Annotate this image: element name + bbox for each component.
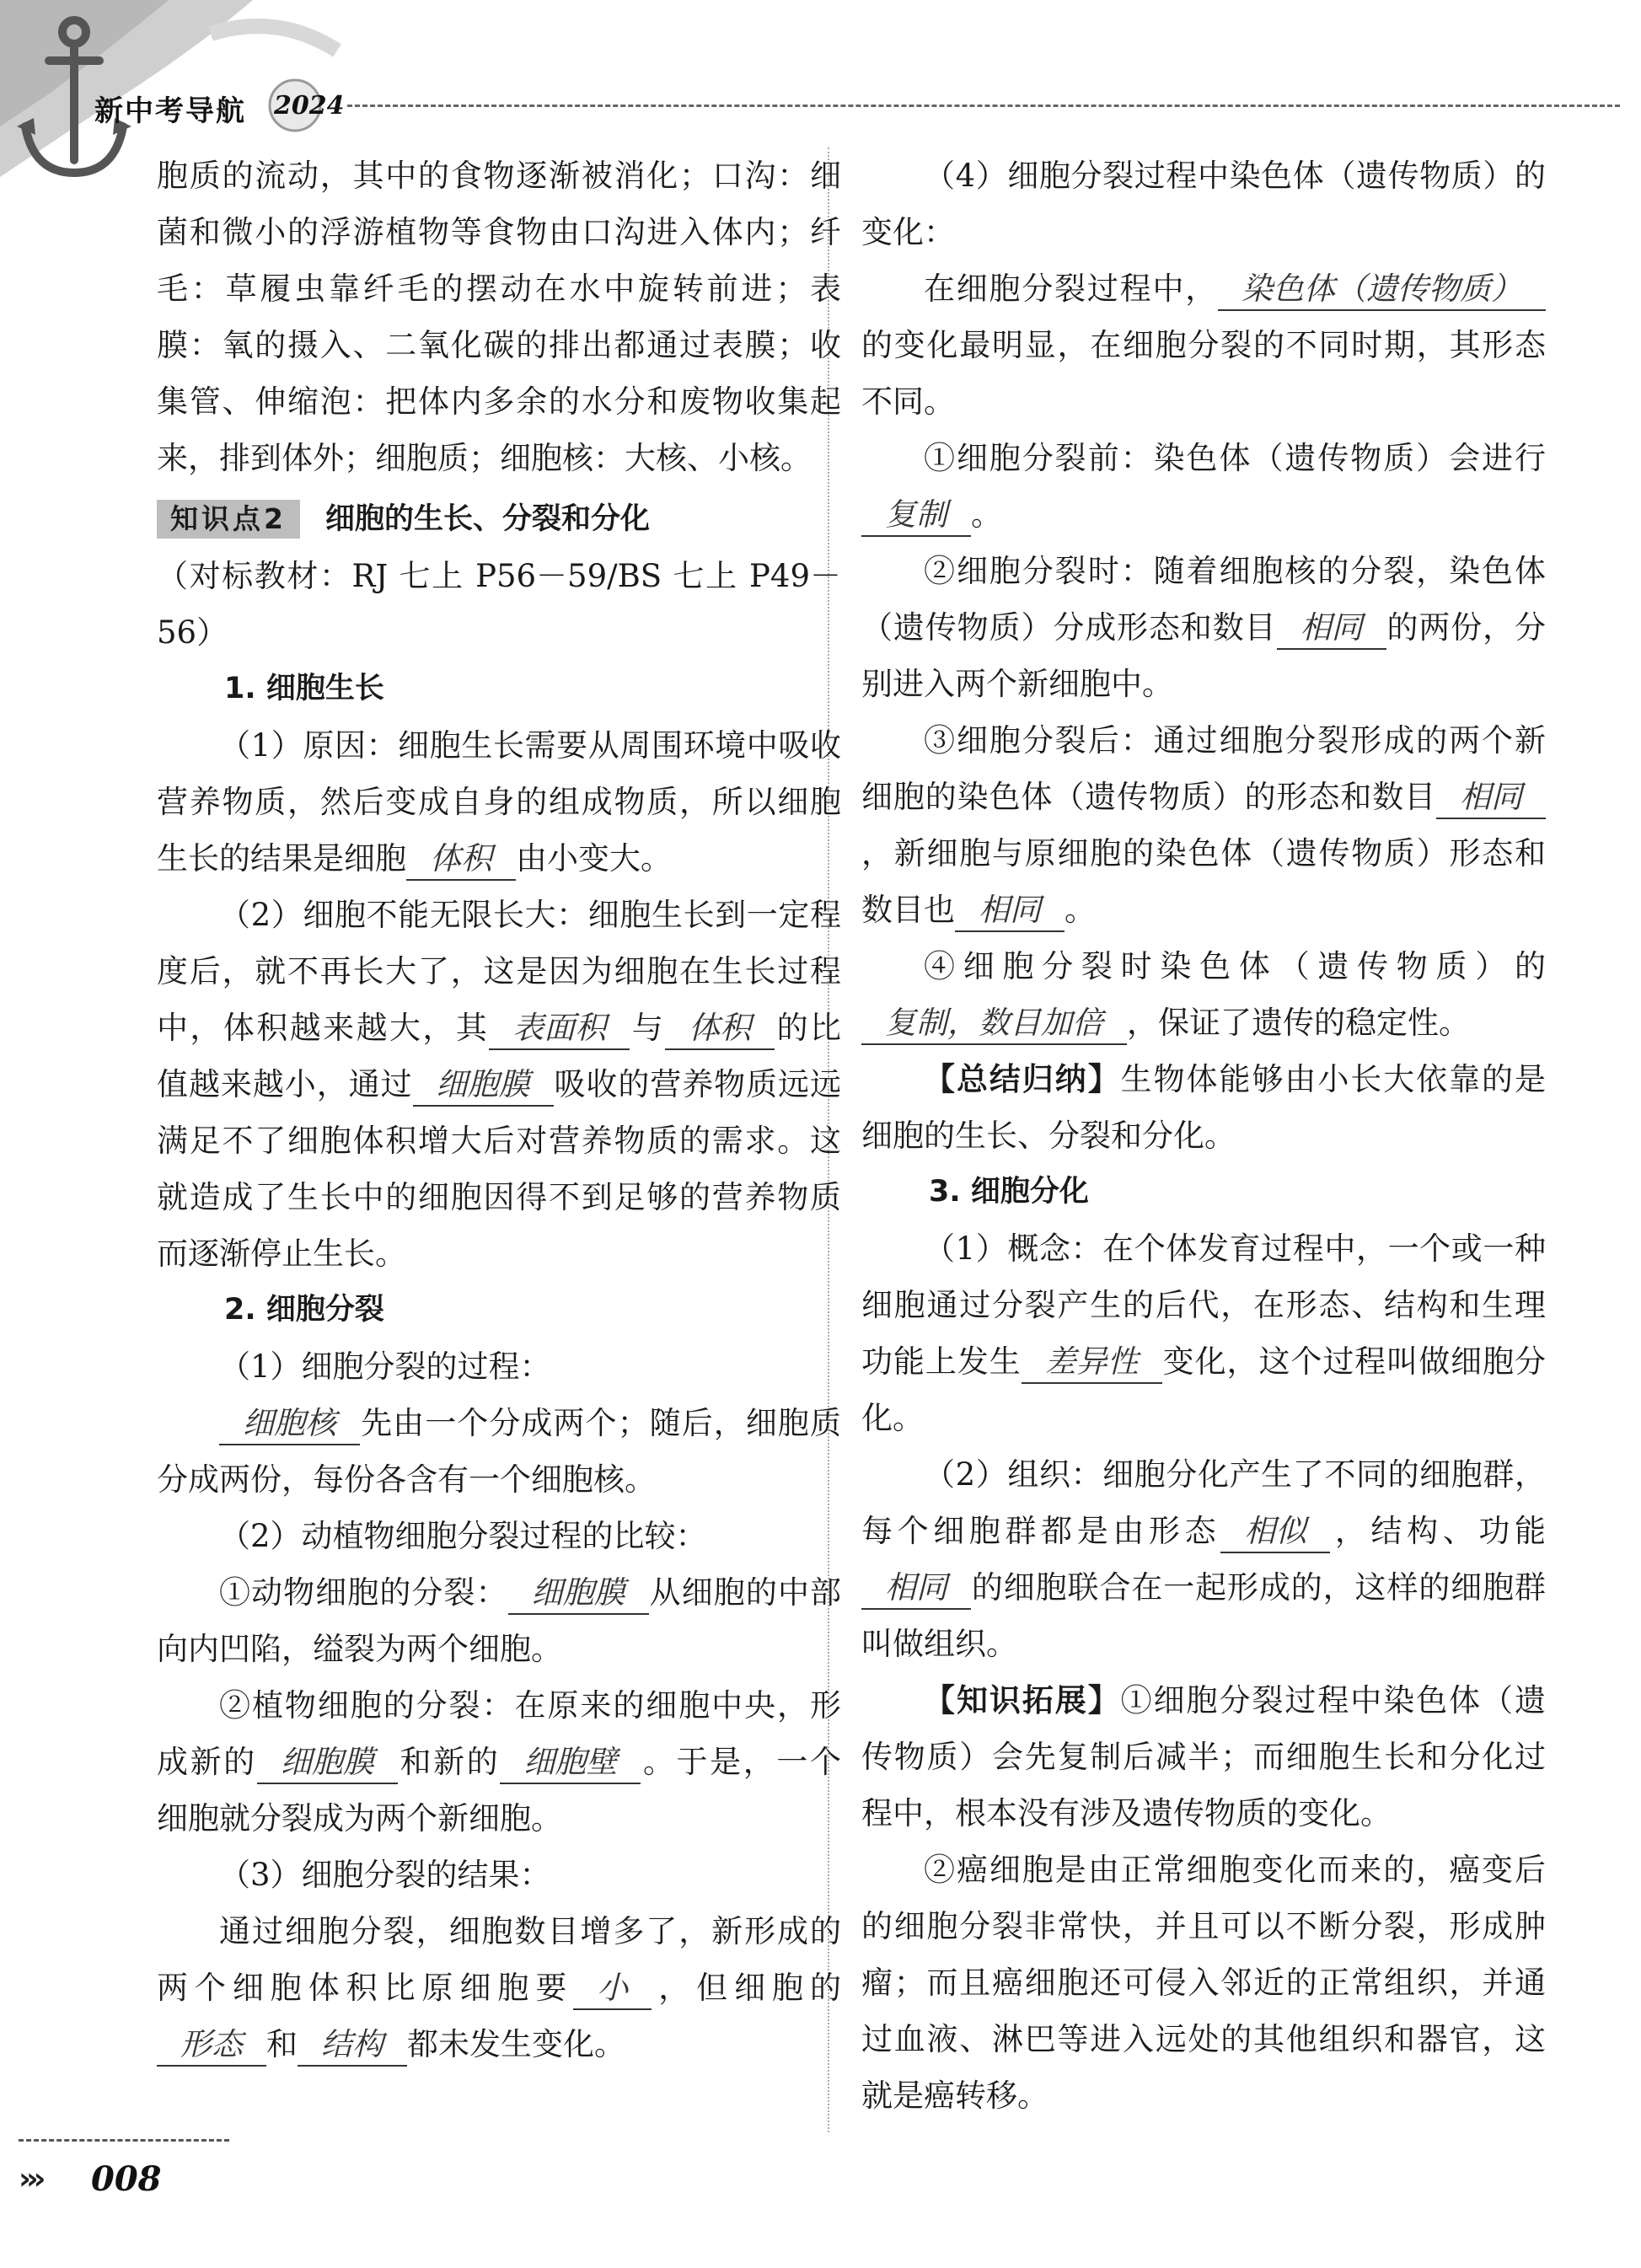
answer-blank: 差异性	[1022, 1342, 1162, 1384]
section-title-differentiation: 3. 细胞分化	[929, 1175, 1089, 1209]
footer-divider	[19, 2139, 229, 2142]
knowledge-point-tag: 知识点2	[157, 500, 300, 539]
answer-blank: 表面积	[489, 1008, 630, 1050]
answer-blank: 相同	[861, 1568, 971, 1610]
answer-blank: 相同	[1436, 777, 1546, 819]
answer-blank: 复制，数目加倍	[861, 1003, 1127, 1045]
page-number: 008	[91, 2159, 162, 2199]
paragraph-division-process-title: （1）细胞分裂的过程：	[219, 1348, 551, 1385]
answer-blank: 细胞壁	[500, 1742, 641, 1784]
section-title-division: 2. 细胞分裂	[224, 1293, 384, 1327]
answer-blank: 复制	[861, 495, 971, 537]
paragraph-stability: ④细胞分裂时染色体（遗传物质）的复制，数目加倍 ，保证了遗传的稳定性。	[861, 938, 1546, 1051]
textbook-reference: （对标教材：RJ 七上 P56－59/BS 七上 P49－56）	[157, 558, 841, 651]
answer-blank: 相同	[1277, 608, 1386, 650]
knowledge-point-title: 细胞的生长、分裂和分化	[324, 502, 650, 536]
paragraph-division-result-title: （3）细胞分裂的结果：	[219, 1857, 551, 1893]
paragraph-tissue: （2）组织：细胞分化产生了不同的细胞群，每个细胞群都是由形态 相似 ，结构、功能相同 的细胞联合在一起形成的，这样的细胞群叫做组织。	[861, 1456, 1546, 1662]
answer-blank: 相同	[955, 890, 1065, 932]
answer-blank: 结构	[298, 2024, 407, 2067]
paragraph-after-division: ③细胞分裂后：通过细胞分裂形成的两个新细胞的染色体（遗传物质）的形态和数目 相同，新细胞与原细胞的染色体（遗传物质）形态和数目也 相同 。	[861, 712, 1546, 938]
paragraph-division-compare-title: （2）动植物细胞分裂过程的比较：	[219, 1518, 707, 1554]
paragraph-animal-division: ①动物细胞的分裂： 细胞膜 从细胞的中部向内凹陷，缢裂为两个细胞。	[157, 1574, 842, 1667]
answer-blank: 体积	[665, 1008, 775, 1050]
series-title: 新中考导航	[94, 94, 246, 128]
paragraph-chromosome-change: 在细胞分裂过程中， 染色体（遗传物质）的变化最明显，在细胞分裂的不同时期，其形态不同。	[861, 271, 1546, 420]
paragraph-division-process: 细胞核 先由一个分成两个；随后，细胞质分成两份，每份各含有一个细胞核。	[157, 1405, 841, 1498]
answer-blank: 染色体（遗传物质）	[1218, 269, 1546, 311]
arrows-icon: ›››	[19, 2162, 41, 2196]
paragraph-growth-limit: （2）细胞不能无限长大：细胞生长到一定程度后，就不再长大了，这是因为细胞在生长过程中，体积越来越大，其 表面积 与 体积 的比值越来越小，通过 细胞膜 吸收的营养物质远远满足不了细胞体积增大后对营养物质的需求。这就造成了生长中的细胞因得不到足够的营养物质而逐渐停止生长。	[157, 897, 842, 1272]
left-column	[157, 147, 841, 2072]
answer-blank: 相似	[1220, 1511, 1330, 1553]
summary-box: 【总结归纳】生物体能够由小长大依靠的是细胞的生长、分裂和分化。	[861, 1061, 1547, 1154]
paragraph-during-division: ②细胞分裂时：随着细胞核的分裂，染色体（遗传物质）分成形态和数目 相同 的两份，分别进入两个新细胞中。	[861, 553, 1547, 702]
paragraph-cancer: ②癌细胞是由正常细胞变化而来的，癌变后的细胞分裂非常快，并且可以不断分裂，形成肿瘤；而且癌细胞还可侵入邻近的正常组织，并通过血液、淋巴等进入远处的其他组织和器官，这就是癌转移。	[861, 1852, 1546, 2114]
answer-blank: 细胞膜	[413, 1064, 554, 1107]
section-title-growth: 1. 细胞生长	[224, 672, 384, 705]
paragraph-plant-division: ②植物细胞的分裂：在原来的细胞中央，形成新的 细胞膜 和新的 细胞壁 。于是，一个细胞就分裂成为两个新细胞。	[157, 1687, 842, 1836]
knowledge-point-heading	[157, 490, 841, 548]
right-column	[861, 147, 1546, 2124]
header-divider	[347, 105, 1620, 107]
paragraph-division-result: 通过细胞分裂，细胞数目增多了，新形成的两个细胞体积比原细胞要 小 ，但细胞的形态 和 结构 都未发生变化。	[157, 1903, 841, 2072]
answer-blank: 小	[573, 1968, 652, 2010]
summary-label: 【总结归纳】	[924, 1061, 1121, 1097]
intro-paragraph: 胞质的流动，其中的食物逐渐被消化；口沟：细菌和微小的浮游植物等食物由口沟进入体内；纤毛：草履虫靠纤毛的摆动在水中旋转前进；表膜：氧的摄入、二氧化碳的排出都通过表膜；收集管、伸缩泡：把体内多余的水分和废物收集起来，排到体外；细胞质；细胞核：大核、小核。	[157, 158, 841, 476]
paragraph-before-division: ①细胞分裂前：染色体（遗传物质）会进行复制 。	[861, 430, 1546, 543]
answer-blank: 形态	[157, 2024, 266, 2067]
extension-label: 【知识拓展】	[924, 1682, 1121, 1718]
paragraph-growth-cause: （1）原因：细胞生长需要从周围环境中吸收营养物质，然后变成自身的组成物质，所以细胞生长的结果是细胞 体积 由小变大。	[157, 717, 841, 887]
answer-blank: 细胞核	[219, 1403, 360, 1445]
answer-blank: 细胞膜	[508, 1573, 649, 1615]
answer-blank: 体积	[406, 839, 516, 881]
paragraph-chromosome-title: （4）细胞分裂过程中染色体（遗传物质）的变化：	[861, 158, 1546, 250]
paragraph-differentiation-concept: （1）概念：在个体发育过程中，一个或一种细胞通过分裂产生的后代，在形态、结构和生理功能上发生 差异性 变化，这个过程叫做细胞分化。	[861, 1231, 1547, 1436]
knowledge-extension: 【知识拓展】①细胞分裂过程中染色体（遗传物质）会先复制后减半；而细胞生长和分化过程中，根本没有涉及遗传物质的变化。	[861, 1682, 1547, 1831]
series-year: 2024	[274, 91, 345, 121]
answer-blank: 细胞膜	[257, 1742, 398, 1784]
